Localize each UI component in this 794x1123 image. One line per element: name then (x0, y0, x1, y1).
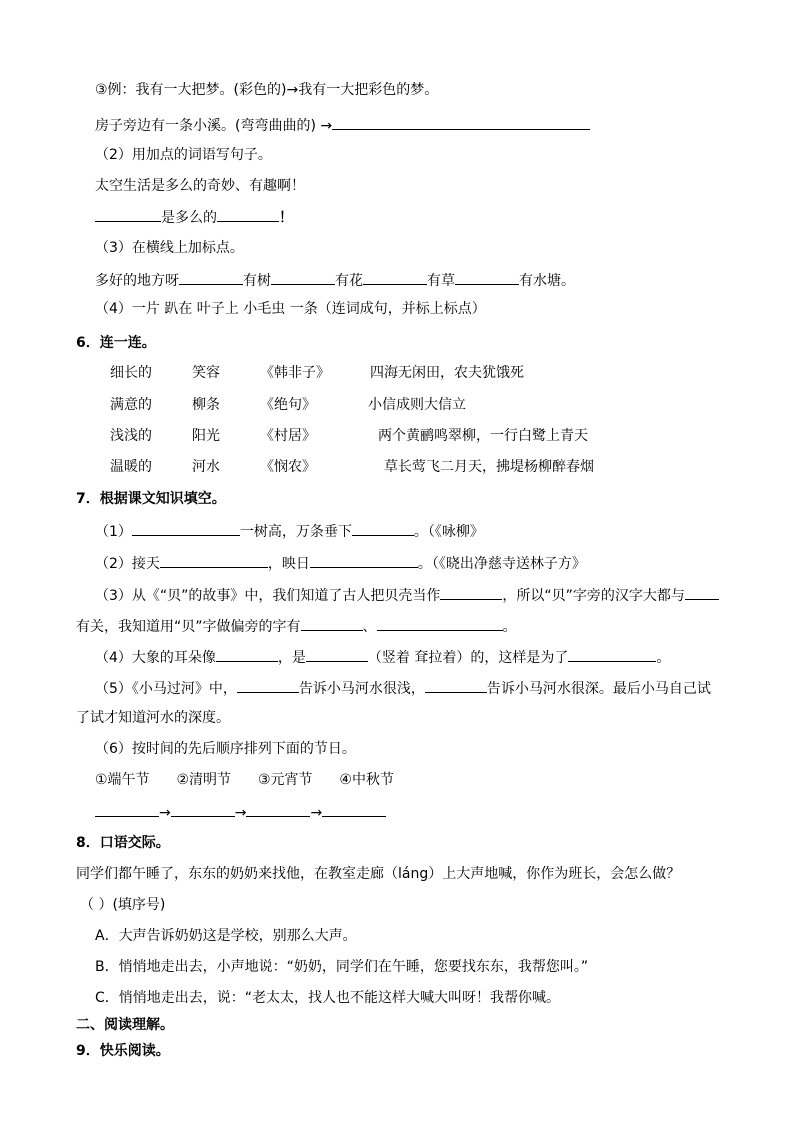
fill-text: 。（《晓出净慈寺送林子方》 (417, 556, 586, 572)
q7-sub3-cont (76, 616, 517, 636)
answer-blank[interactable] (216, 647, 278, 662)
fill-text: 一树高，万条垂下 (239, 524, 352, 540)
rewrite-question-text: 房子旁边有一条小溪。(弯弯曲曲的) → (95, 118, 333, 134)
answer-blank[interactable] (237, 678, 299, 693)
answer-blank[interactable] (306, 647, 368, 662)
answer-blank[interactable] (568, 647, 656, 662)
fill-text: 有花 (335, 273, 363, 289)
answer-blank[interactable] (217, 207, 279, 222)
answer-slot[interactable]: （ ）(填序号) (80, 897, 166, 913)
match-item[interactable]: 温暖的 (110, 459, 152, 475)
match-item[interactable]: 四海无闲田，农夫犹饿死 (370, 365, 524, 381)
answer-blank[interactable] (179, 270, 243, 285)
option-a[interactable]: A．大声告诉奶奶这是学校，别那么大声。 (95, 928, 357, 944)
q7-sub6-order (95, 802, 386, 822)
subquestion-3-fill (95, 270, 575, 290)
fill-text: 。 (502, 619, 517, 635)
answer-blank[interactable] (455, 270, 519, 285)
answer-blank[interactable] (352, 521, 414, 536)
answer-blank[interactable] (685, 585, 719, 600)
question-8-text: 同学们都午睡了，东东的奶奶来找他，在教室走廊（láng）上大声地喊，你作为班长，会怎么做？ (76, 866, 681, 882)
question-6-title: 6．连一连。 (76, 335, 156, 351)
fill-text: 有关，我知道用“贝”字做偏旁的字有 (76, 619, 301, 635)
answer-blank[interactable] (301, 616, 363, 631)
fill-text: 。 (656, 650, 671, 666)
fill-text: （2）接天 (95, 556, 160, 572)
fill-text: （5）《小马过河》中， (95, 681, 237, 697)
question-7-title: 7．根据课文知识填空。 (76, 491, 226, 507)
question-9-title: 9．快乐阅读。 (76, 1043, 170, 1059)
match-item[interactable]: 柳条 (192, 397, 220, 413)
answer-blank[interactable] (246, 802, 310, 817)
festival-item: ①端午节 (95, 772, 150, 788)
section-title: 二、阅读理解。 (76, 1017, 174, 1033)
fill-text: （竖着 耷拉着）的，这样是为了 (367, 650, 569, 666)
fill-text: 告诉小马河水很浅， (298, 681, 425, 697)
festival-item: ③元宵节 (257, 772, 313, 788)
subquestion-2-fill (95, 207, 293, 227)
match-item[interactable]: 《绝句》 (260, 397, 316, 413)
match-item[interactable]: 草长莺飞二月天，拂堤杨柳醉春烟 (384, 459, 594, 475)
match-item[interactable]: 笑容 (192, 365, 220, 381)
answer-blank[interactable] (171, 802, 235, 817)
rewrite-question (95, 115, 590, 135)
fill-text: 、 (362, 619, 377, 635)
match-item[interactable]: 阳光 (192, 428, 220, 444)
match-item[interactable]: 《韩非子》 (260, 365, 330, 381)
answer-blank[interactable] (310, 553, 418, 568)
arrow: → (159, 805, 171, 821)
answer-blank[interactable] (377, 616, 503, 631)
fill-text: 多好的地方呀 (95, 273, 179, 289)
q7-sub5 (95, 678, 711, 698)
arrow: → (234, 805, 247, 821)
option-b[interactable]: B．悄悄地走出去，小声地说：“奶奶，同学们在午睡，您要找东东，我帮您叫。” (95, 959, 589, 975)
answer-blank[interactable] (95, 207, 161, 222)
fill-text: 有草 (427, 273, 455, 289)
subquestion-3-title: （3）在横线上加标点。 (95, 240, 244, 256)
option-c[interactable]: C．悄悄地走出去，说：“老太太，找人也不能这样大喊大叫呀！我帮你喊。 (95, 990, 561, 1006)
fill-text: 。（《咏柳》 (413, 524, 484, 540)
fill-text: 有水塘。 (519, 273, 575, 289)
fill-text: ！ (279, 210, 293, 226)
match-item[interactable]: 细长的 (110, 365, 152, 381)
match-item[interactable]: 浅浅的 (110, 428, 152, 444)
match-item[interactable]: 两个黄鹂鸣翠柳，一行白鹭上青天 (378, 428, 588, 444)
q7-sub6-items (95, 771, 394, 789)
q7-sub3 (95, 585, 719, 605)
fill-text: ，是 (277, 650, 306, 666)
q7-sub6-title: （6）按时间的先后顺序排列下面的节日。 (95, 741, 356, 757)
q7-sub5-cont: 了试才知道河水的深度。 (76, 710, 230, 726)
fill-text: （3）从《“贝”的故事》中，我们知道了古人把贝壳当作 (95, 588, 441, 604)
answer-blank[interactable] (95, 802, 159, 817)
answer-blank[interactable] (132, 521, 240, 536)
fill-text: （4）大象的耳朵像 (95, 650, 216, 666)
example-sentence: ③例：我有一大把梦。(彩色的)→我有一大把彩色的梦。 (95, 82, 439, 98)
match-item[interactable]: 《悯农》 (260, 459, 316, 475)
fill-text: 是多么的 (161, 210, 217, 226)
fill-text: ，所以“贝”字旁的汉字大都与 (502, 588, 685, 604)
match-item[interactable]: 小信成则大信立 (368, 397, 466, 413)
q7-sub1 (95, 521, 484, 541)
festival-item: ④中秋节 (339, 772, 394, 788)
arrow: → (310, 805, 323, 821)
subquestion-2-title: （2）用加点的词语写句子。 (95, 147, 272, 163)
q7-sub2 (95, 553, 586, 573)
subquestion-4: （4）一片 趴在 叶子上 小毛虫 一条（连词成句，并标上标点） (95, 301, 486, 317)
subquestion-2-example: 太空生活是多么的奇妙、有趣啊！ (95, 178, 305, 194)
answer-blank[interactable] (322, 802, 386, 817)
answer-blank[interactable] (160, 553, 268, 568)
fill-text: ，映日 (267, 556, 310, 572)
fill-text: （1） (95, 524, 132, 540)
answer-blank[interactable] (363, 270, 427, 285)
match-item[interactable]: 《村居》 (260, 428, 316, 444)
match-item[interactable]: 满意的 (110, 397, 152, 413)
answer-blank[interactable] (332, 115, 590, 130)
fill-text: 告诉小马河水很深。最后小马自己试 (486, 681, 711, 697)
question-8-title: 8．口语交际。 (76, 835, 170, 851)
answer-blank[interactable] (440, 585, 502, 600)
match-item[interactable]: 河水 (192, 459, 220, 475)
q7-sub4 (95, 647, 670, 667)
fill-text: 有树 (243, 273, 271, 289)
festival-item: ②清明节 (176, 772, 232, 788)
answer-blank[interactable] (425, 678, 487, 693)
answer-blank[interactable] (271, 270, 335, 285)
